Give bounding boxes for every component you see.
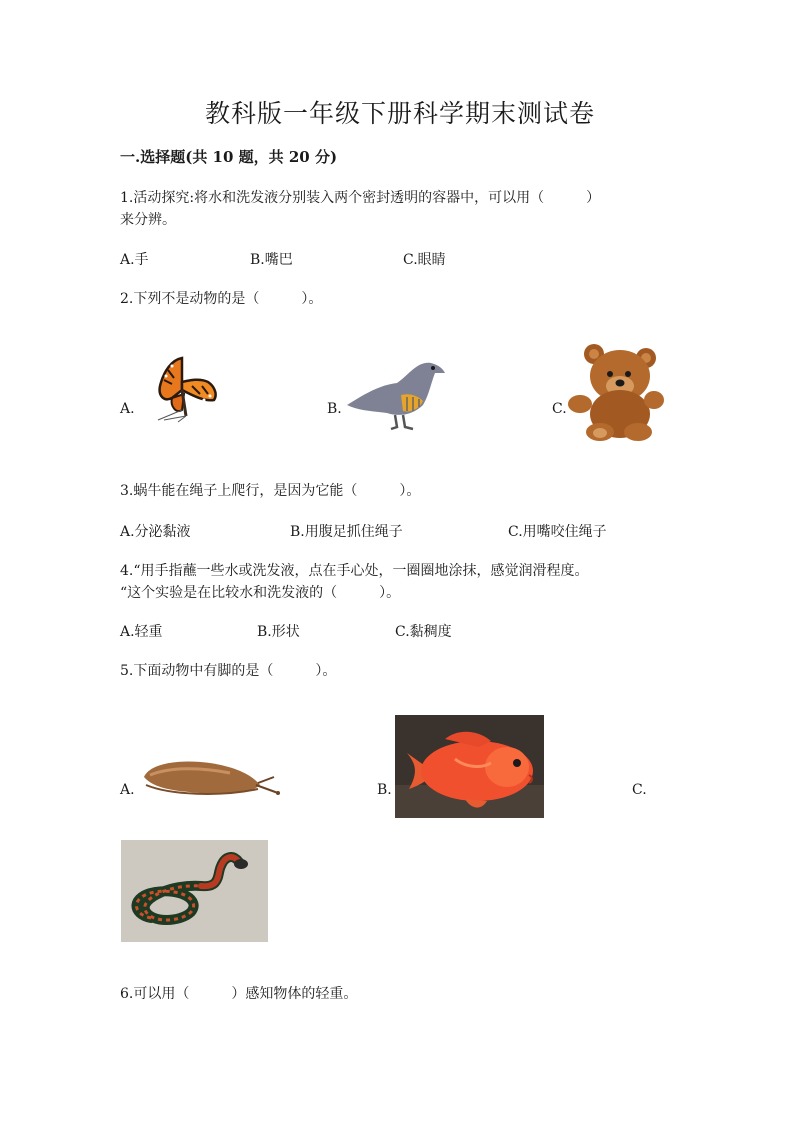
q1-option-c: C.眼睛 (403, 252, 446, 268)
q4-option-a: A.轻重 (120, 624, 163, 640)
q3-option-a: A.分泌黏液 (120, 524, 191, 540)
q2-option-a: A. (120, 401, 135, 417)
question-2-text: 2.下列不是动物的是（ ）。 (120, 291, 323, 307)
question-4-text-cont: “这个实验是在比较水和洗发液的（ ）。 (120, 585, 401, 601)
question-1-text-cont: 来分辨。 (120, 212, 176, 228)
snake-image (121, 840, 268, 942)
question-1-text: 1.活动探究:将水和洗发液分别装入两个密封透明的容器中，可以用（ ） (120, 190, 601, 206)
goldfish-image (395, 715, 544, 818)
slug-image (140, 755, 285, 805)
q4-option-b: B.形状 (257, 624, 300, 640)
q2-option-c: C. (552, 401, 567, 417)
butterfly-image (142, 350, 220, 426)
q5-option-c: C. (632, 782, 647, 798)
q5-option-a: A. (120, 782, 135, 798)
q1-option-b: B.嘴巴 (250, 252, 293, 268)
q1-option-a: A.手 (120, 252, 149, 268)
question-4-text: 4.“用手指蘸一些水或洗发液，点在手心处，一圈圈地涂抹，感觉润滑程度。 (120, 563, 589, 579)
page-title: 教科版一年级下册科学期末测试卷 (204, 99, 595, 128)
q4-option-c: C.黏稠度 (395, 624, 452, 640)
q3-option-b: B.用腹足抓住绳子 (290, 524, 403, 540)
question-6-text: 6.可以用（ ）感知物体的轻重。 (120, 986, 358, 1002)
question-5-text: 5.下面动物中有脚的是（ ）。 (120, 663, 337, 679)
bird-image (343, 355, 451, 439)
section-heading: 一.选择题(共 10 题，共 20 分) (120, 148, 338, 166)
q2-option-b: B. (327, 401, 342, 417)
teddy-bear-image (566, 342, 666, 442)
q3-option-c: C.用嘴咬住绳子 (508, 524, 607, 540)
q5-option-b: B. (377, 782, 392, 798)
question-3-text: 3.蜗牛能在绳子上爬行，是因为它能（ ）。 (120, 483, 421, 499)
